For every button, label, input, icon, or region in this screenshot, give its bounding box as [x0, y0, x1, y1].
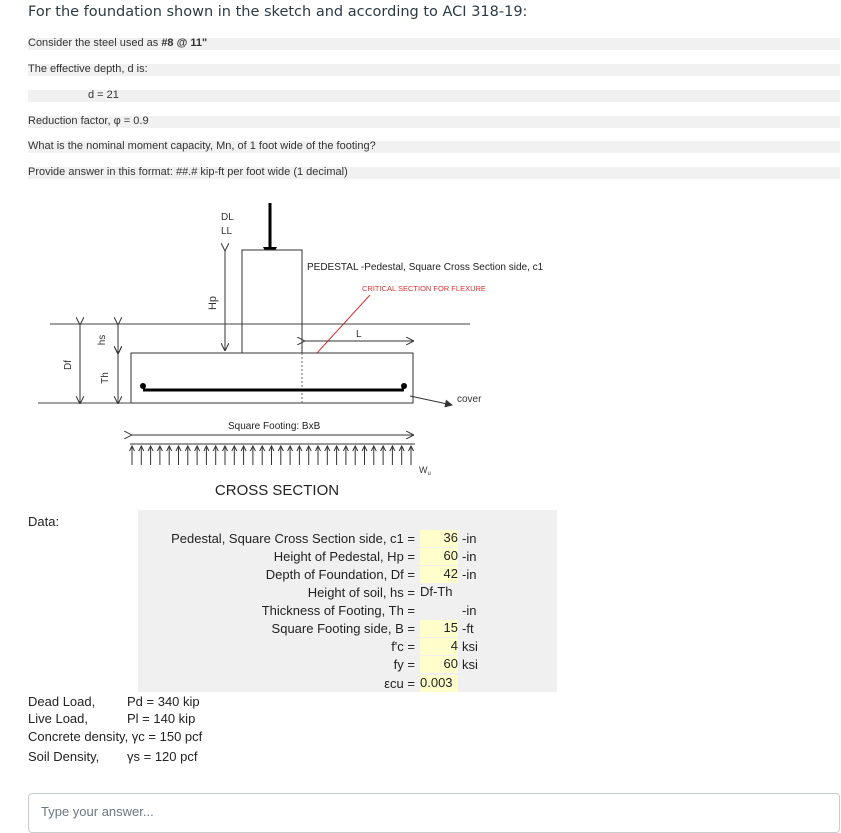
foundation-diagram: [30, 195, 590, 505]
th-label: Th: [100, 372, 111, 384]
steel-line: [28, 37, 207, 49]
data-row-value: Df-Th: [420, 584, 453, 599]
cover-label: cover: [457, 394, 482, 405]
data-row-value: 36: [420, 530, 458, 547]
cover-arrow: [410, 396, 452, 405]
ll-label: LL: [221, 226, 233, 237]
wu-label: [419, 465, 431, 477]
reduction-factor-line: Reduction factor, φ = 0.9: [28, 115, 149, 127]
data-row-label: Height of Pedestal, Hp =: [273, 549, 415, 564]
l-label: L: [356, 329, 362, 340]
soil-density-label: Soil Density,: [28, 749, 100, 764]
hp-label: Hp: [207, 295, 219, 311]
steel-spec: #8 @ 11": [161, 37, 208, 49]
d-value-line: d = 21: [88, 89, 119, 101]
data-row-value: 60: [420, 656, 458, 673]
moment-question-line: What is the nominal moment capacity, Mn, of 1 foot wide of the footing?: [28, 140, 376, 152]
hs-label: hs: [97, 334, 108, 346]
soil-pressure-arrows: [130, 446, 414, 465]
data-row-value: [420, 602, 458, 619]
data-row-label: Height of soil, hs =: [307, 585, 415, 600]
data-heading: Data:: [28, 514, 60, 529]
data-row-unit: ksi: [462, 639, 478, 654]
data-row-unit: -ft: [462, 621, 474, 636]
data-row-label: Square Footing side, B =: [271, 621, 415, 636]
footing-label: Square Footing: BxB: [228, 421, 321, 432]
wu-subscript: u: [427, 471, 431, 477]
df-label: Df: [63, 360, 74, 370]
critical-section-label: CRITICAL SECTION FOR FLEXURE: [362, 284, 486, 293]
data-row-value: 60: [420, 548, 458, 565]
data-row-label: Thickness of Footing, Th =: [261, 603, 415, 618]
data-row-value: 42: [420, 566, 458, 583]
dl-label: DL: [221, 212, 234, 223]
data-row-value: 15: [420, 620, 458, 637]
concrete-density: Concrete density, γc = 150 pcf: [28, 729, 203, 744]
cross-section-title: CROSS SECTION: [214, 482, 340, 499]
dead-load-label: Dead Load,: [28, 694, 96, 709]
soil-density-value: γs = 120 pcf: [127, 749, 198, 764]
data-row-unit: ksi: [462, 657, 478, 672]
data-row-label: fy =: [393, 657, 415, 672]
data-row-unit: -in: [462, 531, 477, 546]
prompt-band-4: [28, 116, 840, 128]
pedestal-label: PEDESTAL -Pedestal, Square Cross Section side, c1: [307, 262, 544, 273]
dead-load-value: Pd = 340 kip: [127, 694, 200, 709]
pedestal-shape: [242, 250, 302, 353]
data-row-value: 4: [420, 638, 458, 655]
live-load-label: Live Load,: [28, 711, 88, 726]
prompt-band-3: [28, 90, 840, 102]
footing-shape: [131, 353, 413, 403]
data-row-label: Pedestal, Square Cross Section side, c1 =: [171, 531, 415, 546]
prompt-band-2: [28, 64, 840, 76]
answer-input[interactable]: [39, 803, 823, 820]
rebar-dot-left: [140, 383, 146, 389]
data-row-label: f'c =: [391, 639, 415, 654]
effective-depth-line: The effective depth, d is:: [28, 63, 148, 75]
rebar-dot-right: [401, 383, 407, 389]
steel-prefix: Consider the steel used as: [28, 37, 162, 49]
data-row-unit: -in: [462, 549, 477, 564]
answer-box[interactable]: [28, 793, 840, 833]
answer-format-line: Provide answer in this format: ##.# kip-ft per foot wide (1 decimal): [28, 166, 348, 178]
data-row-label: εcu =: [384, 676, 415, 691]
question-title: For the foundation shown in the sketch and according to ACI 318-19:: [28, 4, 528, 20]
data-row-unit: -in: [462, 603, 477, 618]
wu-letter: W: [419, 465, 428, 475]
data-row-label: Depth of Foundation, Df =: [265, 567, 415, 582]
live-load-value: Pl = 140 kip: [127, 711, 196, 726]
data-row-value: 0.003: [420, 675, 458, 692]
data-row-unit: -in: [462, 567, 477, 582]
